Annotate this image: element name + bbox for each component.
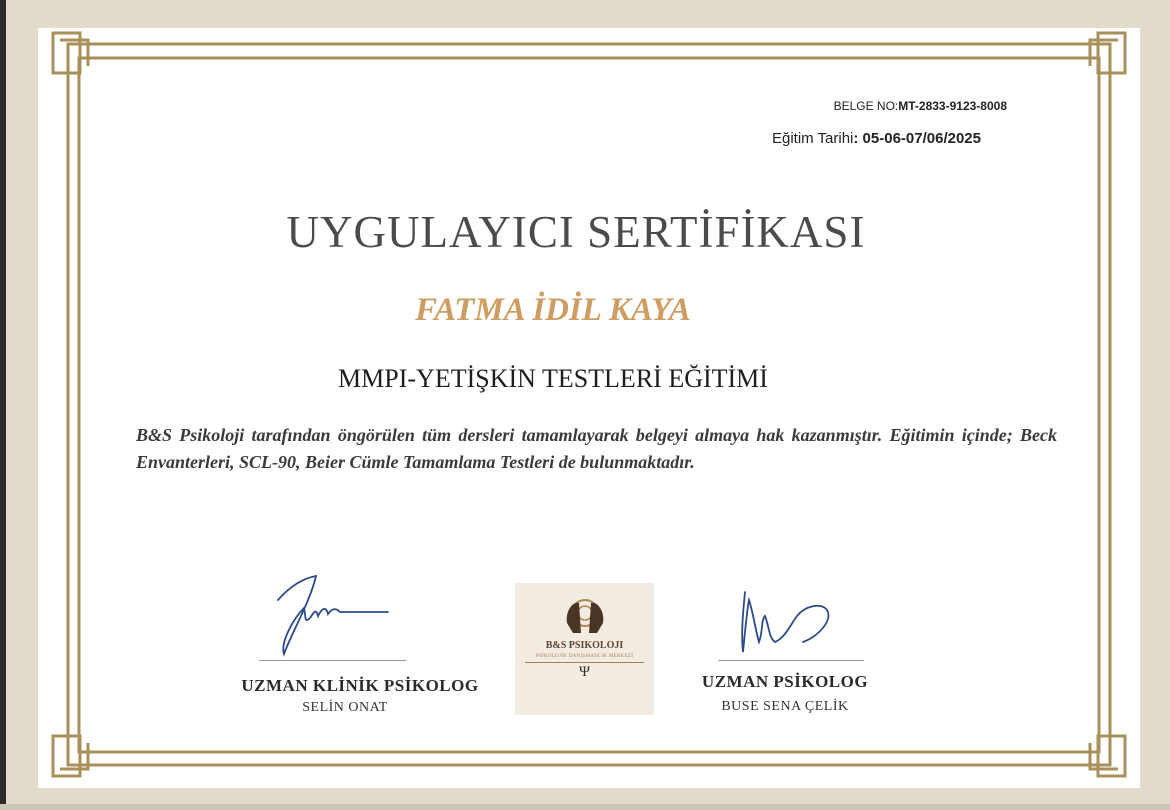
company-logo [515, 583, 654, 715]
psi-symbol-icon: Ψ [578, 664, 591, 680]
recipient-name: FATMA İDİL KAYA [415, 292, 691, 328]
logo-subtitle: PSİKOLOJİK DANIŞMANLIK MERKEZİ [535, 654, 634, 659]
logo-divider [525, 662, 644, 663]
signer-name-left: SELİN ONAT [302, 700, 388, 715]
course-name: MMPI-YETİŞKİN TESTLERİ EĞİTİMİ [338, 364, 768, 393]
signature-line-left [259, 660, 406, 661]
head-silhouette-logo-icon [563, 593, 607, 637]
logo-name: B&S PSIKOLOJI [545, 640, 624, 651]
signature-line-right [718, 660, 864, 661]
window-edge-bottom [0, 804, 1170, 810]
signer-title-left: UZMAN KLİNİK PSİKOLOG [241, 676, 479, 695]
signature-left [270, 572, 400, 662]
frame-corner-icon [53, 33, 88, 73]
frame-corner-icon [1090, 33, 1125, 73]
window-edge [0, 0, 6, 810]
document-number: BELGE NO:MT-2833-9123-8008 [833, 99, 1007, 113]
frame-corner-icon [1090, 736, 1125, 776]
frame-corner-icon [53, 736, 88, 776]
signer-title-right: UZMAN PSİKOLOG [701, 672, 869, 691]
certificate-description: B&S Psikoloji tarafından öngörülen tüm dersleri tamamlayarak belgeyi almaya hak kazanmıştır. Eğitimin içinde; Beck Envanterleri, SCL-90, Beier Cümle Tamamlama Testleri de bulunmaktadır. [136, 425, 1057, 472]
training-date: Eğitim Tarihi: 05-06-07/06/2025 [771, 130, 981, 147]
signer-name-right: BUSE SENA ÇELİK [721, 699, 849, 714]
certificate-title: UYGULAYICI SERTİFİKASI [286, 207, 866, 257]
signature-right [735, 572, 845, 662]
